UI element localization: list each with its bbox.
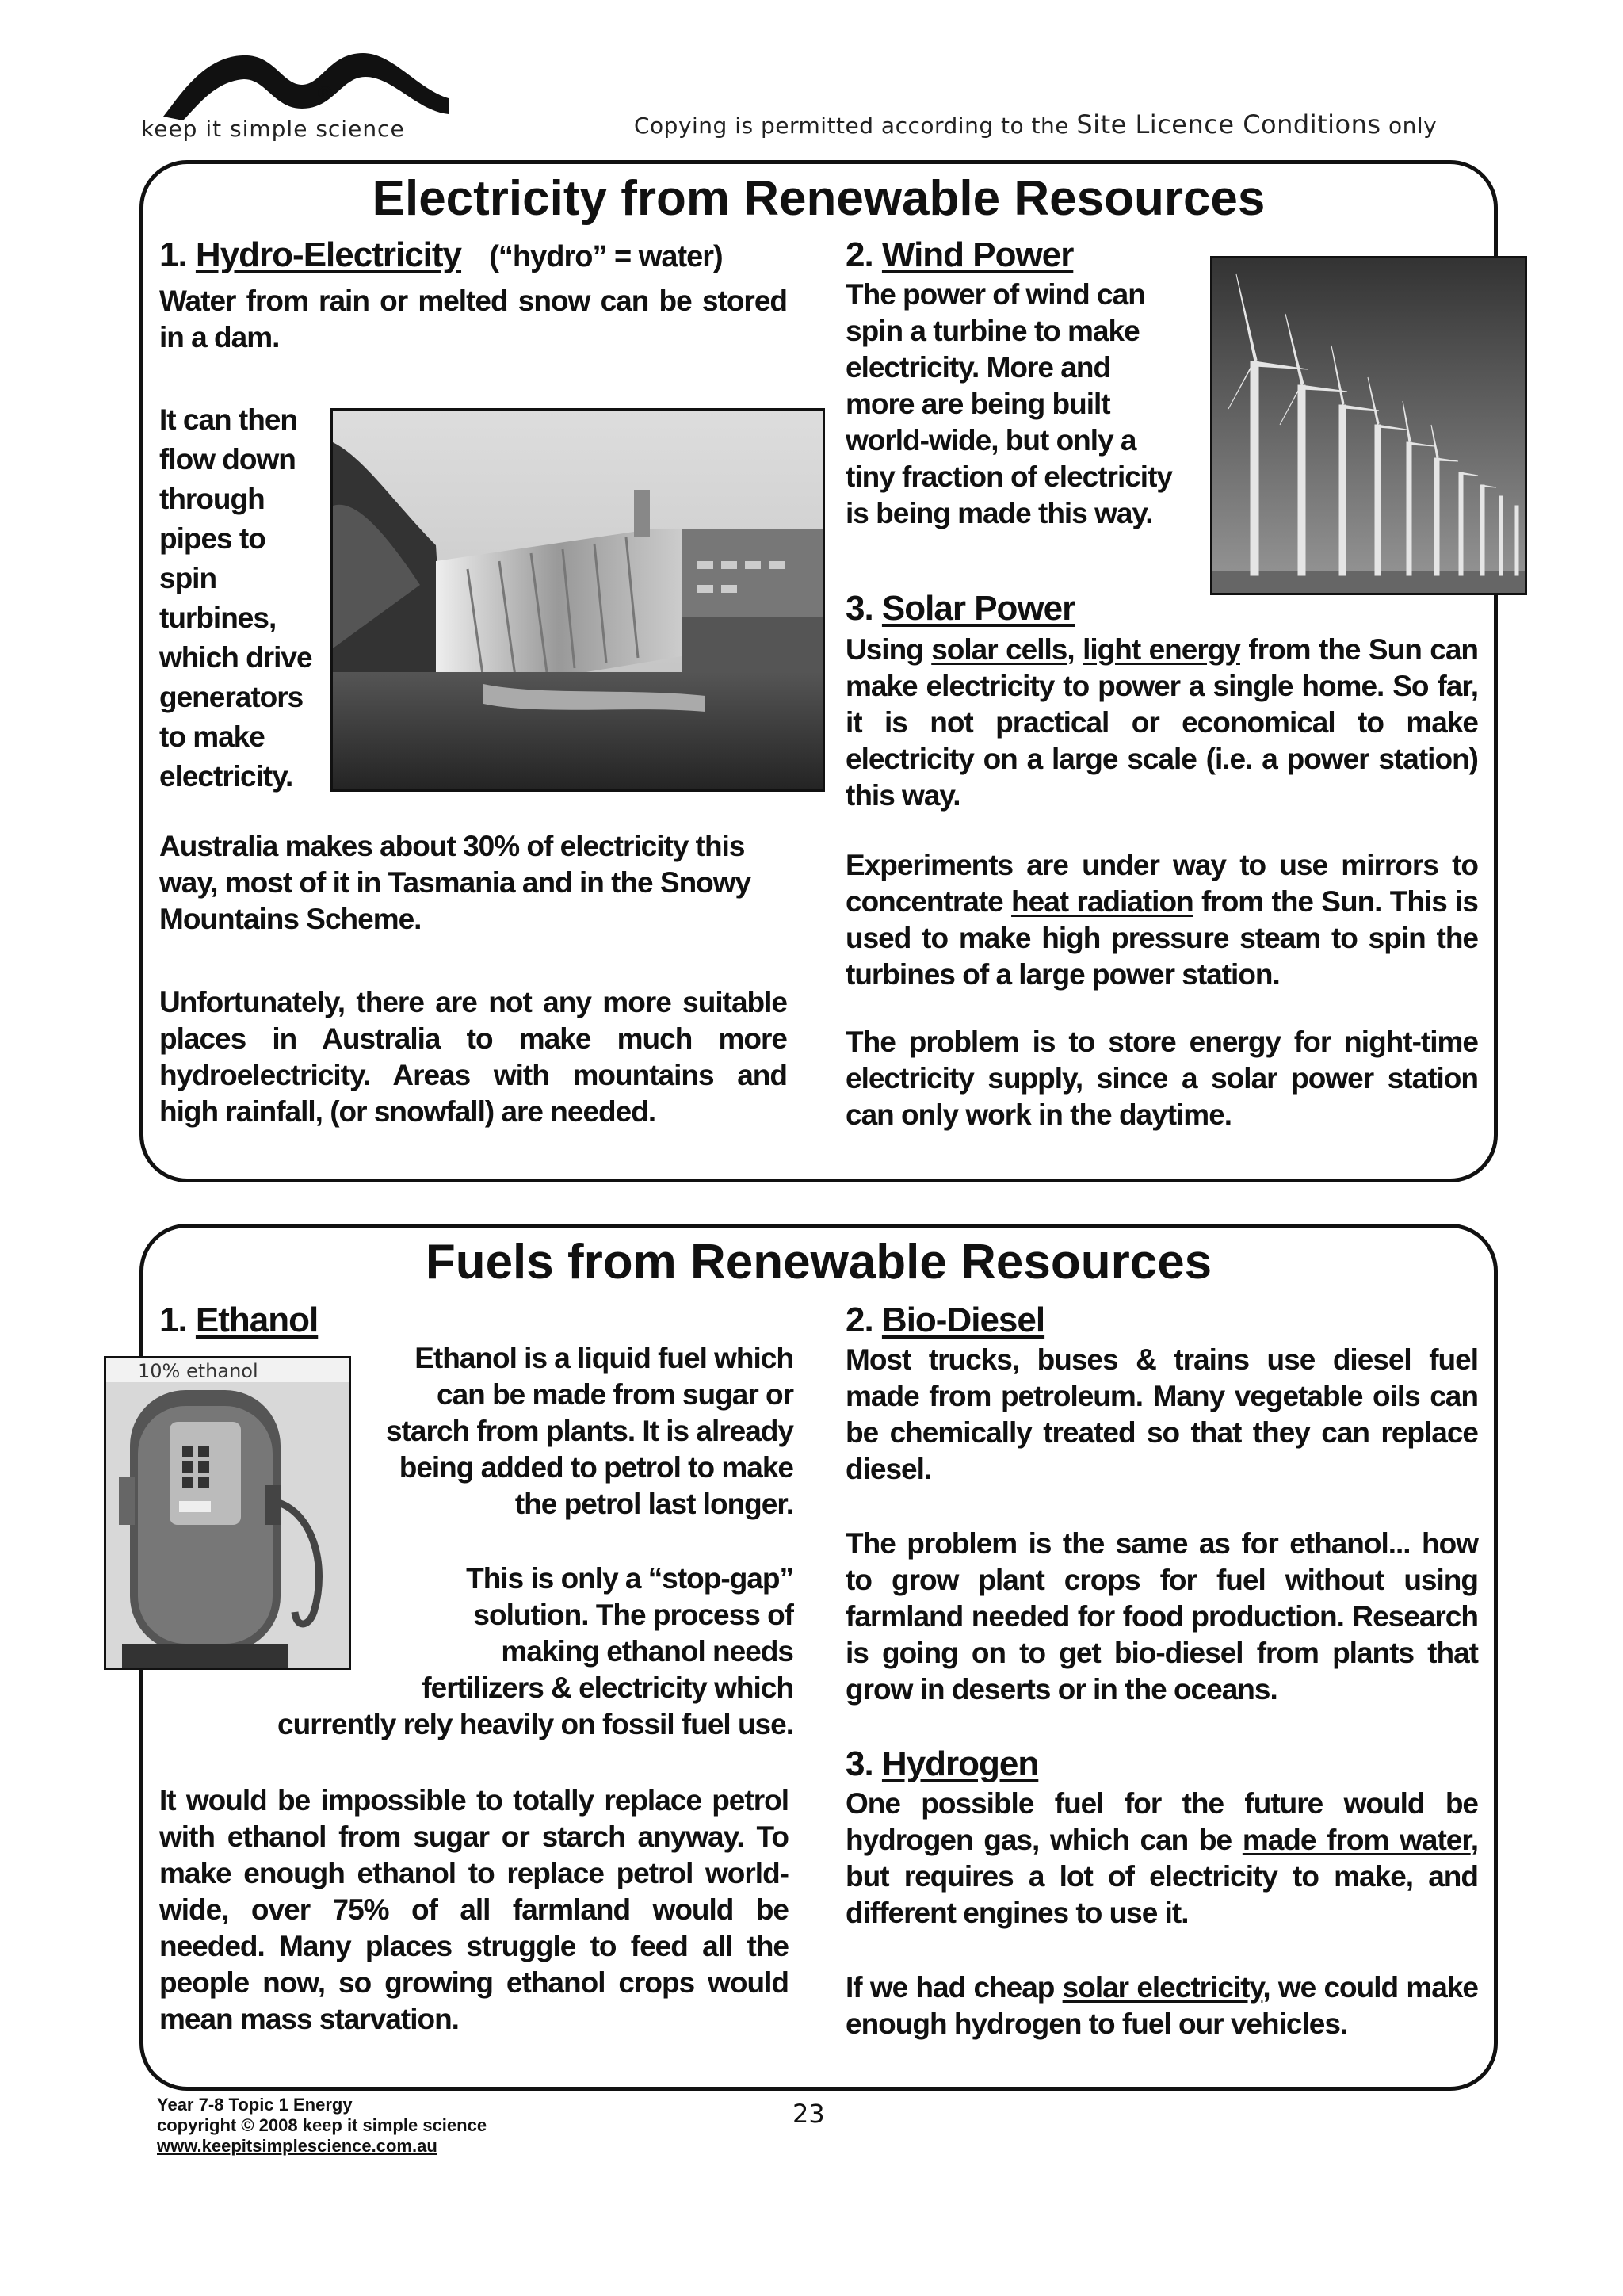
hydro-side-text: It can then flow down through pipes to spin turbines, which drive generators to make electricity. [159, 403, 312, 793]
page-number: 23 [792, 2099, 825, 2129]
biodiesel-heading: 2. Bio-Diesel [846, 1301, 1045, 1339]
hydro-note: (“hydro” = water) [489, 240, 723, 273]
biodiesel-heading-link[interactable]: Bio-Diesel [881, 1301, 1045, 1339]
hydro-p3: Unfortunately, there are not any more suitable places in Australia to make much more hydroelectricity. Areas with mountains and high rainfall, (or snowfall) are needed. [159, 986, 787, 1128]
ethanol-p1: Ethanol is a liquid fuel which can be made from sugar or starch from plants. It is already being added to petrol to make the petrol last longer. [386, 1342, 793, 1520]
copy-notice: Copying is permitted according to the Site Licence Conditions only [634, 109, 1438, 139]
solar-electricity-link[interactable]: solar electricity [1062, 1971, 1263, 2004]
electricity-panel [139, 160, 1498, 1182]
solar-cells-link[interactable]: solar cells [931, 633, 1067, 666]
ethanol-p2: This is only a “stop-gap” solution. The process of making ethanol needs fertilizers & electricity which currently rely heavily on fossil fuel use. [277, 1562, 793, 1740]
biodiesel-p1: Most trucks, buses & trains use diesel fuel made from petroleum. Many vegetable oils can be chemically treated so that they can replace diesel. [846, 1343, 1478, 1485]
wind-text: The power of wind can spin a turbine to make electricity. More and more are being built world-wide, but only a tiny fraction of electricity is being made this way. [846, 278, 1172, 529]
fuels-title: Fuels from Renewable Resources [425, 1235, 1212, 1289]
fuels-panel [139, 1224, 1498, 2091]
hydrogen-p1: One possible fuel for the future would be hydrogen gas, which can be made from water, but requires a lot of electricity to make, and different engines to use it. [846, 1787, 1478, 1929]
ethanol-p3: It would be impossible to totally replace petrol with ethanol from sugar or starch anyway. To make enough ethanol to replace petrol world-wide, over 75% of all farmland would be needed. Many places struggle to feed all the people now, so growing ethanol crops would mean mass starvation. [159, 1784, 789, 2035]
ethanol-heading: 1. Ethanol [159, 1301, 319, 1339]
hydro-p2: Australia makes about 30% of electricity this way, most of it in Tasmania and in the Snowy Mountains Scheme. [159, 830, 751, 935]
footer-info: Year 7-8 Topic 1 Energy copyright © 2008 keep it simple science www.keepitsimplescience.com.au [157, 2095, 487, 2156]
solar-heading-link[interactable]: Solar Power [881, 589, 1075, 628]
light-energy-link[interactable]: light energy [1083, 633, 1240, 666]
licence-link[interactable]: Site Licence Conditions [1076, 109, 1381, 139]
wind-heading-link[interactable]: Wind Power [881, 235, 1074, 274]
hydro-heading-link[interactable]: Hydro-Electricity [195, 235, 462, 274]
solar-p2: Experiments are under way to use mirrors to concentrate heat radiation from the Sun. This is used to make high pressure steam to spin the turbines of a large power station. [846, 849, 1478, 991]
hydrogen-heading-link[interactable]: Hydrogen [881, 1744, 1039, 1783]
logo-text: keep it simple science [141, 116, 405, 142]
pump-label: 10% ethanol [138, 1360, 258, 1382]
solar-heading: 3. Solar Power [846, 589, 1075, 628]
solar-p1: Using solar cells, light energy from the Sun can make electricity to power a single home. So far, it is not practical or economical to make electricity on a large scale (i.e. a power station) this way. [846, 633, 1478, 812]
made-from-water-link[interactable]: made from water [1242, 1824, 1471, 1856]
hydro-heading: 1. Hydro-Electricity (“hydro” = water) [159, 235, 723, 274]
registered-mark: ® [315, 82, 334, 105]
electricity-title: Electricity from Renewable Resources [372, 171, 1266, 226]
biodiesel-p2: The problem is the same as for ethanol... how to grow plant crops for fuel without using farmland needed for food production. Research is going on to get bio-diesel from plants that grow in deserts or in the oceans. [846, 1527, 1478, 1706]
hydro-p1: Water from rain or melted snow can be stored in a dam. [159, 285, 787, 353]
wind-turbines-photo [1210, 256, 1527, 595]
heat-radiation-link[interactable]: heat radiation [1011, 885, 1193, 918]
website-link[interactable]: www.keepitsimplescience.com.au [157, 2136, 437, 2156]
hydrogen-p2: If we had cheap solar electricity, we could make enough hydrogen to fuel our vehicles. [846, 1971, 1478, 2040]
ethanol-heading-link[interactable]: Ethanol [195, 1301, 319, 1339]
dam-photo [330, 408, 825, 792]
wind-heading: 2. Wind Power [846, 235, 1074, 274]
hydrogen-heading: 3. Hydrogen [846, 1744, 1039, 1783]
solar-p3: The problem is to store energy for night-time electricity supply, since a solar power station can only work in the daytime. [846, 1026, 1478, 1131]
